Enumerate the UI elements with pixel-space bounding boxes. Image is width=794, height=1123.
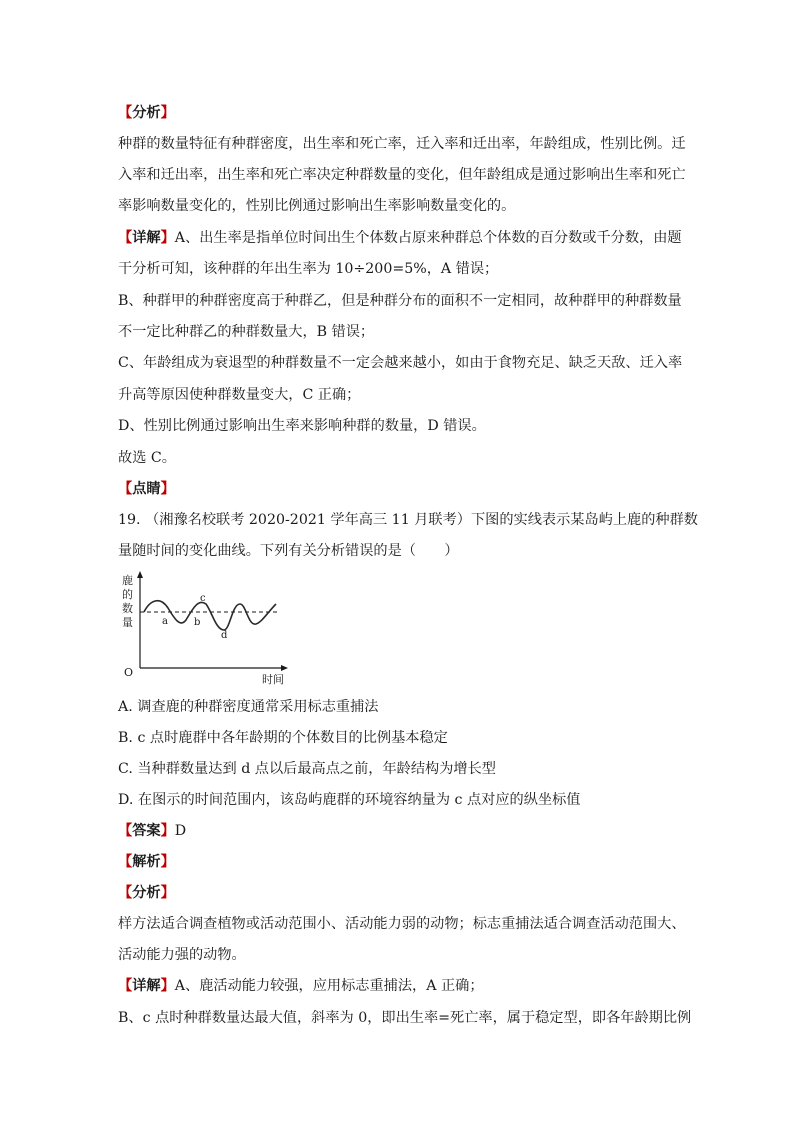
text-line: 不一定比种群乙的种群数量大，B 错误； — [118, 324, 375, 340]
section-tag-note: 【点睛】 — [118, 481, 175, 497]
answer-line: 【答案】D — [118, 823, 187, 839]
x-axis-arrow — [281, 665, 288, 671]
text-line: 入率和迁出率，出生率和死亡率决定种群数量的变化，但年龄组成是通过影响出生率和死亡 — [118, 167, 686, 183]
deer-population-figure — [118, 568, 318, 686]
y-label-char: 数 — [122, 602, 133, 615]
text-line: 样方法适合调查植物或活动范围小、活动能力弱的动物；标志重捕法适合调查活动范围大、 — [118, 916, 686, 932]
y-label-char: 鹿 — [122, 574, 133, 587]
text-line: 率影响数量变化的，性别比例通过影响出生率影响数量变化的。 — [118, 198, 516, 214]
y-label-char: 量 — [122, 616, 133, 629]
point-label-a: a — [162, 616, 168, 627]
option-b: B. c 点时鹿群中各年龄期的个体数目的比例基本稳定 — [118, 730, 448, 746]
text-line: 种群的数量特征有种群密度，出生率和死亡率，迁入率和迁出率，年龄组成，性别比例。迁 — [118, 136, 686, 152]
text-line: D、性别比例通过影响出生率来影响种群的数量，D 错误。 — [118, 418, 486, 434]
y-label-char: 的 — [122, 588, 133, 601]
option-d: D. 在图示的时间范围内，该岛屿鹿群的环境容纳量为 c 点对应的纵坐标值 — [118, 792, 581, 808]
option-a: A. 调查鹿的种群密度通常采用标志重捕法 — [118, 699, 379, 715]
point-label-b: b — [194, 617, 201, 628]
detail-line: 【详解】A、出生率是指单位时间出生个体数占原来种群总个体数的百分数或千分数，由题 — [118, 230, 682, 246]
x-axis-label: 时间 — [262, 673, 284, 686]
origin-label: O — [124, 666, 134, 679]
point-label-c: c — [200, 593, 206, 604]
point-label-d: d — [221, 630, 228, 641]
text-line: C、年龄组成为衰退型的种群数量不一定会越来越小，如由于食物充足、缺乏天敌、迁入率 — [118, 355, 683, 371]
text-line: B、c 点时种群数量达最大值，斜率为 0，即出生率=死亡率，属于稳定型，即各年龄期比例 — [118, 1010, 692, 1026]
text-line: B、种群甲的种群密度高于种群乙，但是种群分布的面积不一定相同，故种群甲的种群数量 — [118, 293, 682, 309]
question-stem: 19. （湘豫名校联考 2020-2021 学年高三 11 月联考）下图的实线表示某岛屿上鹿的种群数 — [118, 512, 698, 528]
option-c: C. 当种群数量达到 d 点以后最高点之前，年龄结构为增长型 — [118, 761, 496, 777]
question-stem: 量随时间的变化曲线。下列有关分析错误的是（ ） — [118, 543, 459, 559]
section-tag-explanation: 【解析】 — [118, 854, 175, 870]
text-line: 升高等原因使种群数量变大，C 正确； — [118, 387, 361, 403]
text-line: 活动能力强的动物。 — [118, 947, 246, 963]
y-axis-arrow — [137, 571, 143, 578]
text-line: 干分析可知，该种群的年出生率为 10÷200=5%，A 错误； — [118, 261, 499, 277]
detail-line: 【详解】A、鹿活动能力较强，应用标志重捕法，A 正确； — [118, 978, 484, 994]
section-tag-analysis-2: 【分析】 — [118, 885, 175, 901]
section-tag-analysis: 【分析】 — [118, 105, 175, 121]
text-line: 故选 C。 — [118, 450, 176, 466]
population-curve-graph — [118, 568, 318, 686]
